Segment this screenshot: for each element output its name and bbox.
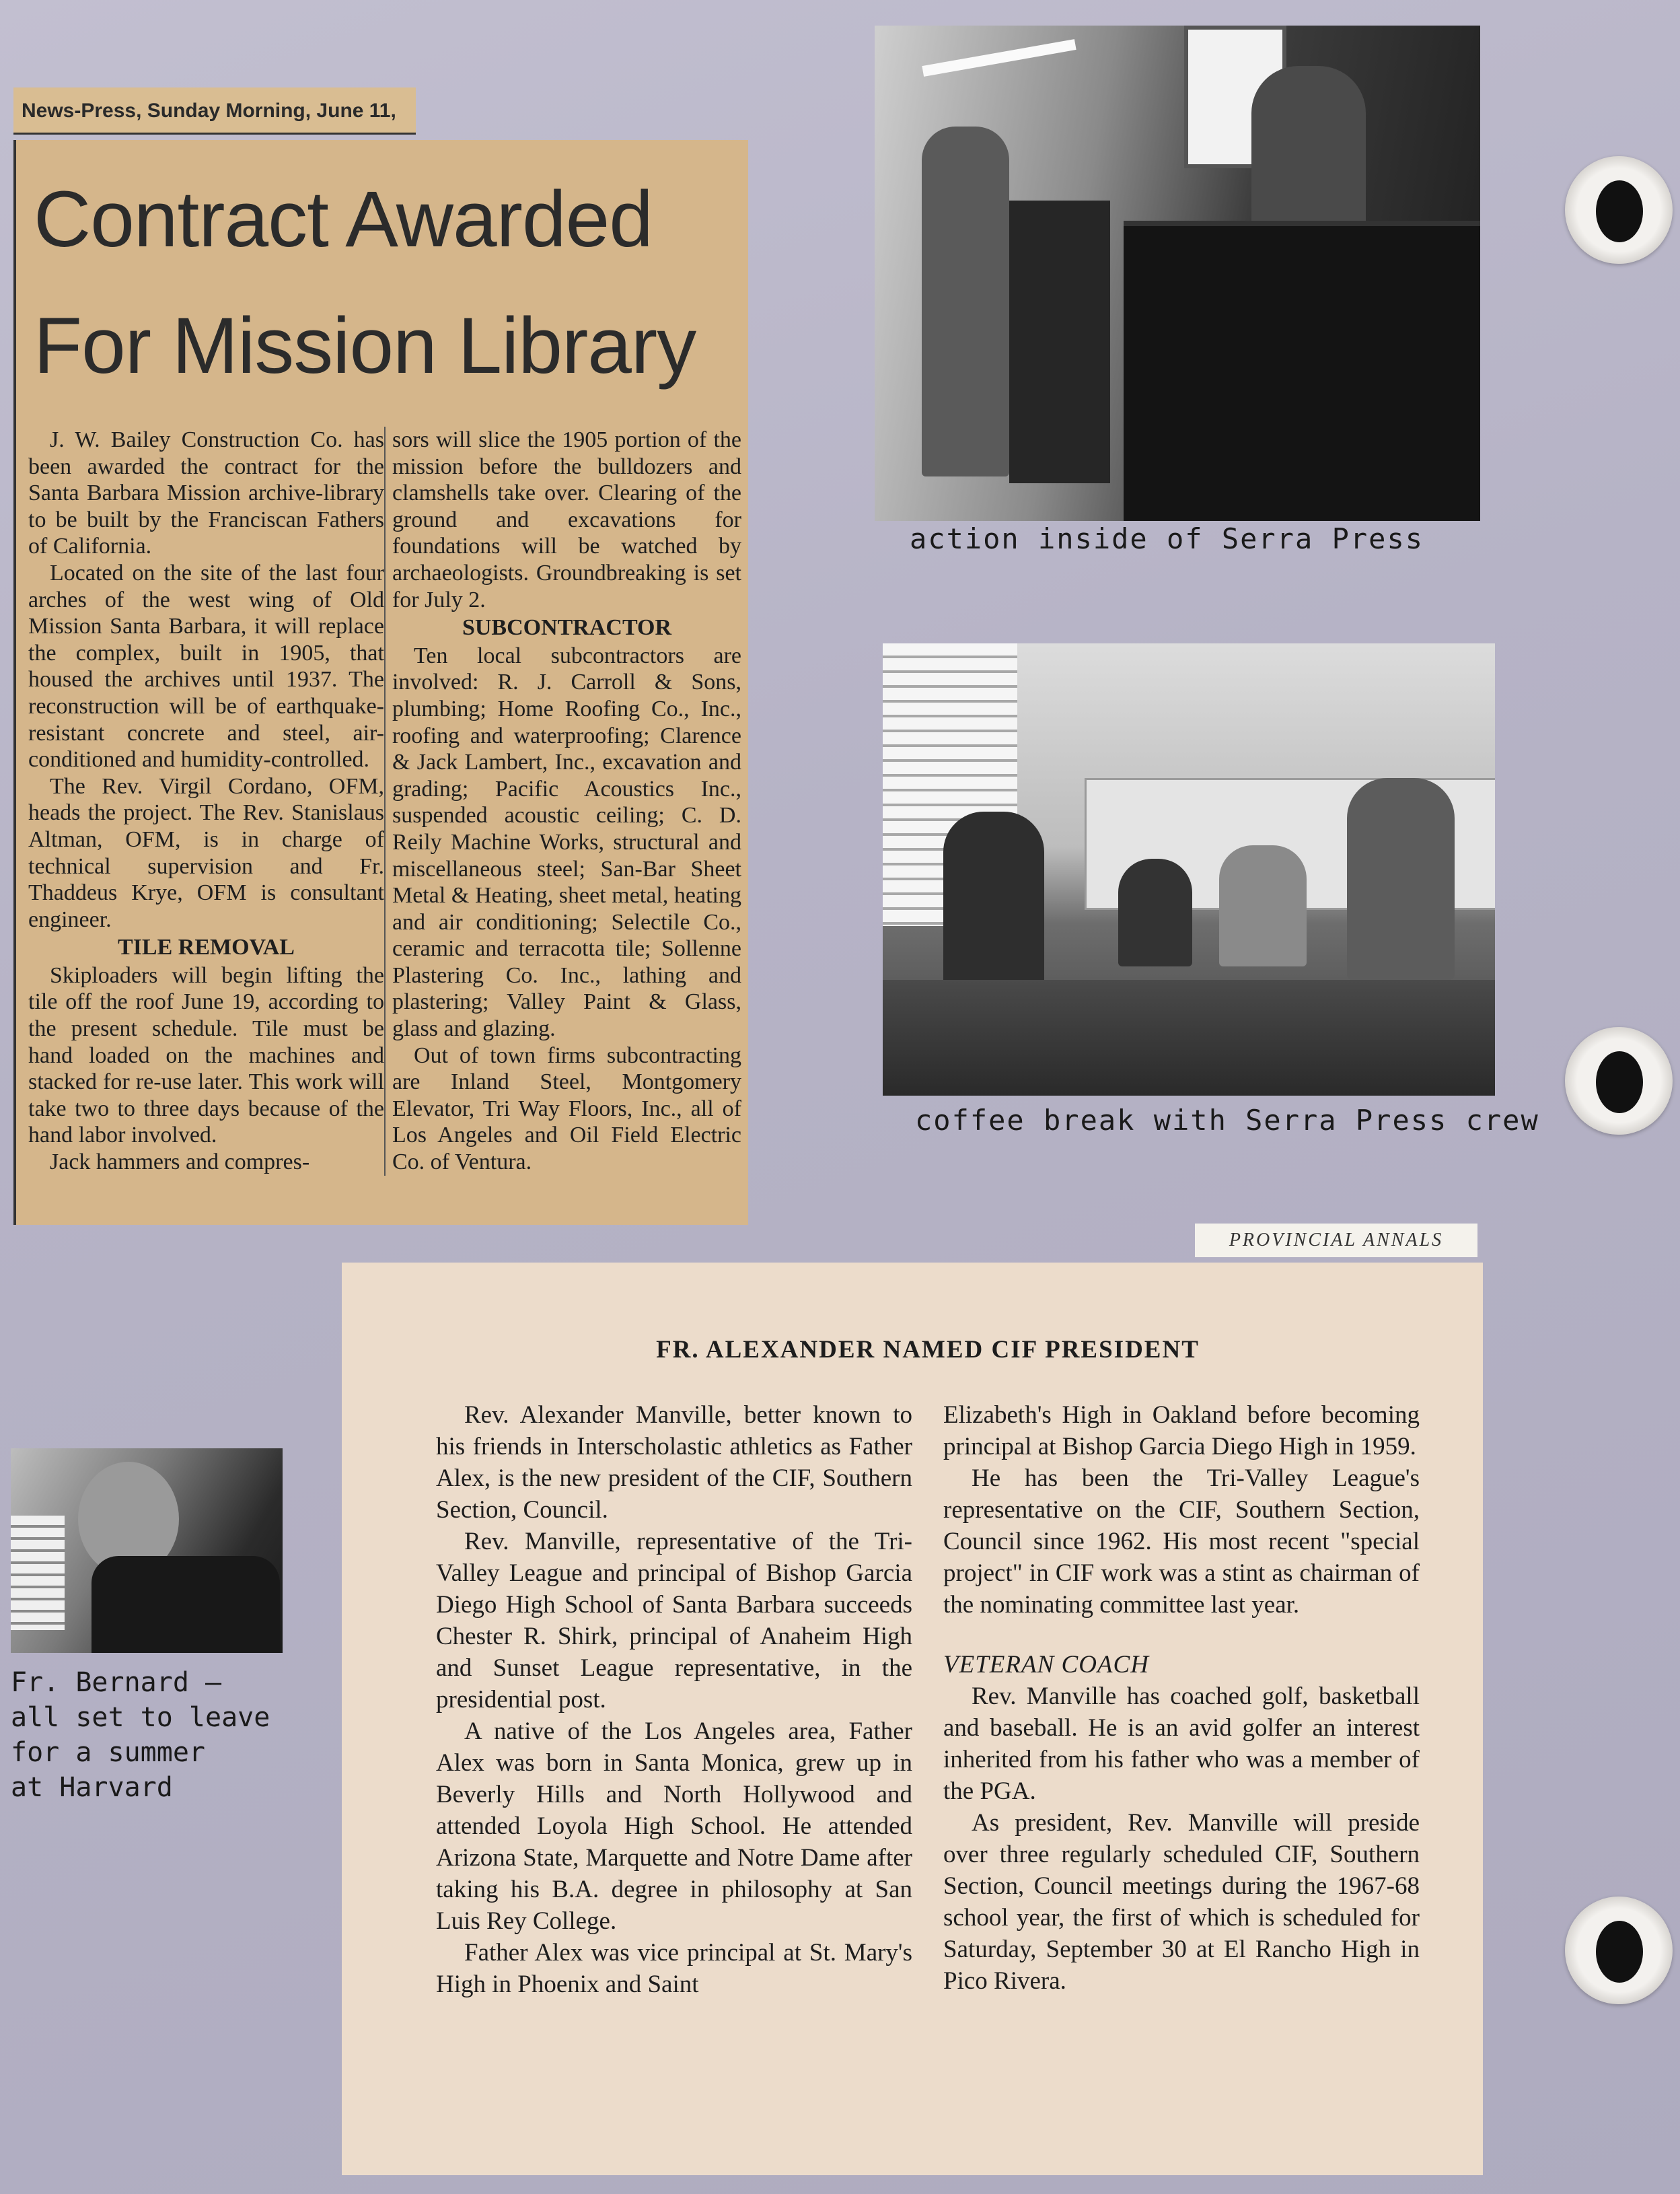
clipping-subhead: TILE REMOVAL: [118, 935, 295, 960]
photo-coffee-break: [883, 643, 1495, 1096]
man-standing: [1347, 778, 1455, 980]
annals-column-left: [436, 1399, 912, 2000]
friar-figure: [943, 812, 1044, 993]
headline-line-1: Contract Awarded: [34, 175, 653, 264]
clipping-subhead: SUBCONTRACTOR: [462, 615, 672, 641]
table-top: [883, 980, 1495, 1096]
press-cabinet: [1009, 201, 1110, 483]
annals-columns: [436, 1399, 1420, 2000]
binder-hole-middle: [1565, 1027, 1673, 1135]
photo-serra-press-action: [875, 26, 1480, 521]
annals-paragraph: Rev. Manville, representative of the Tri-Valley League and principal of Bishop Garcia Diego High School of Santa Barbara succeeds Chester R. Shirk, principal of Anaheim High and Sunset League representative, in the presidential post.: [436, 1528, 912, 1713]
window: [11, 1516, 65, 1630]
annals-subhead: VETERAN COACH: [943, 1651, 1149, 1678]
annals-paragraph: As president, Rev. Manville will preside over three regularly scheduled CIF, Southern Section, Council meetings during the 1967-68 school year, the first of which is scheduled for Saturday, September 30 at El Rancho High in Pico Rivera.: [943, 1809, 1420, 1995]
clipping-paragraph: Located on the site of the last four arches of the west wing of Old Mission Santa Barbara, it will replace the complex, built in 1905, that housed the archives until 1937. The reconstruction will be of earthquake-resistant concrete and steel, air-conditioned and humidity-controlled.: [28, 560, 384, 773]
annals-paragraph: Rev. Alexander Manville, better known to his friends in Interscholastic athletics as Father Alex, is the new president of the CIF, Southern Section, Council.: [436, 1401, 912, 1524]
clipping-paragraph: J. W. Bailey Construction Co. has been awarded the contract for the Santa Barbara Mission archive-library to be built by the Franciscan Fathers of California.: [28, 427, 384, 559]
headline-line-2: For Mission Library: [34, 302, 696, 390]
annals-paragraph: Elizabeth's High in Oakland before becoming principal at Bishop Garcia Diego High in 1959.: [943, 1401, 1420, 1460]
priest-body: [92, 1556, 280, 1653]
photo-fr-bernard: [11, 1448, 283, 1653]
clipping-column-2: [384, 427, 741, 1176]
note-line: for a summer: [11, 1737, 205, 1768]
annals-clipping: [342, 1263, 1483, 2175]
worker-left: [922, 127, 1009, 476]
clipping-paragraph: Ten local subcontractors are involved: R. J. Carroll & Sons, plumbing; Home Roofing Co., Inc., roofing and waterproofing; Clarence & Jack Lambert, Inc., excavation and grading; Pacific Acoustics Inc., suspended acoustic ceiling; C. D. Reily Machine Works, structural and miscellaneous steel; San-Bar Sheet Metal & Heating, sheet metal, heating and air conditioning; Selectile Co., ceramic and terracotta tile; Sollenne Plastering Co. Inc., lathing and plastering; Valley Paint & Glass, glass and glazing.: [392, 643, 741, 1042]
binder-hole-top: [1565, 156, 1673, 264]
clipping-headline: [34, 156, 741, 409]
handwritten-note-fr-bernard: [11, 1665, 307, 1805]
clipping-paragraph: Jack hammers and compres-: [50, 1149, 310, 1175]
caption-serra-press-action: action inside of Serra Press: [910, 522, 1424, 555]
note-line: at Harvard: [11, 1772, 173, 1803]
annals-title: FR. ALEXANDER NAMED CIF PRESIDENT: [656, 1336, 1200, 1364]
clipping-dateline: News-Press, Sunday Morning, June 11,: [13, 87, 416, 135]
annals-paragraph: A native of the Los Angeles area, Father Alex was born in Santa Monica, grew up in Beverly Hills and North Hollywood and attended Loyola High School. He attended Arizona State, Marquette and Notre Dame after taking his B.A. degree in philosophy at San Luis Rey College.: [436, 1718, 912, 1935]
man-seated-1: [1118, 859, 1192, 966]
ceiling-light: [922, 39, 1076, 77]
annals-column-right: [943, 1399, 1420, 2000]
printing-press: [1124, 221, 1480, 521]
provincial-annals-tag: PROVINCIAL ANNALS: [1195, 1224, 1477, 1257]
annals-paragraph: Father Alex was vice principal at St. Mary's High in Phoenix and Saint: [436, 1939, 912, 1998]
clipping-paragraph: Skiploaders will begin lifting the tile off the roof June 19, according to the present schedule. Tile must be hand loaded on the machines and stacked for re-use later. This work will take two to three days because of the hand labor involved.: [28, 962, 384, 1148]
man-seated-2: [1219, 845, 1307, 966]
note-line: all set to leave: [11, 1702, 270, 1733]
caption-coffee-break: coffee break with Serra Press crew: [915, 1104, 1539, 1137]
clipping-paragraph: sors will slice the 1905 portion of the mission before the bulldozers and clamshells take over. Clearing of the ground and excavations for foundations will be watched by archaeologists. Groundbreaking is set for July 2.: [392, 427, 741, 612]
clipping-columns: [28, 427, 741, 1176]
annals-paragraph: Rev. Manville has coached golf, basketball and baseball. He is an avid golfer an interest inherited from his father who was a member of the PGA.: [943, 1683, 1420, 1805]
annals-paragraph: He has been the Tri-Valley League's representative on the CIF, Southern Section, Council since 1962. His most recent "special project" in CIF work was a stint as chairman of the nominating committee last year.: [943, 1464, 1420, 1619]
clipping-paragraph: The Rev. Virgil Cordano, OFM, heads the project. The Rev. Stanislaus Altman, OFM, is in charge of technical supervision and Fr. Thaddeus Krye, OFM is consultant engineer.: [28, 773, 384, 932]
clipping-paragraph: Out of town firms subcontracting are Inland Steel, Montgomery Elevator, Tri Way Floors, Inc., all of Los Angeles and Oil Field Electric Co. of Ventura.: [392, 1042, 741, 1175]
newspaper-clipping: [13, 140, 748, 1225]
binder-hole-bottom: [1565, 1897, 1673, 2004]
note-line: Fr. Bernard —: [11, 1667, 222, 1698]
clipping-column-1: [28, 427, 384, 1176]
